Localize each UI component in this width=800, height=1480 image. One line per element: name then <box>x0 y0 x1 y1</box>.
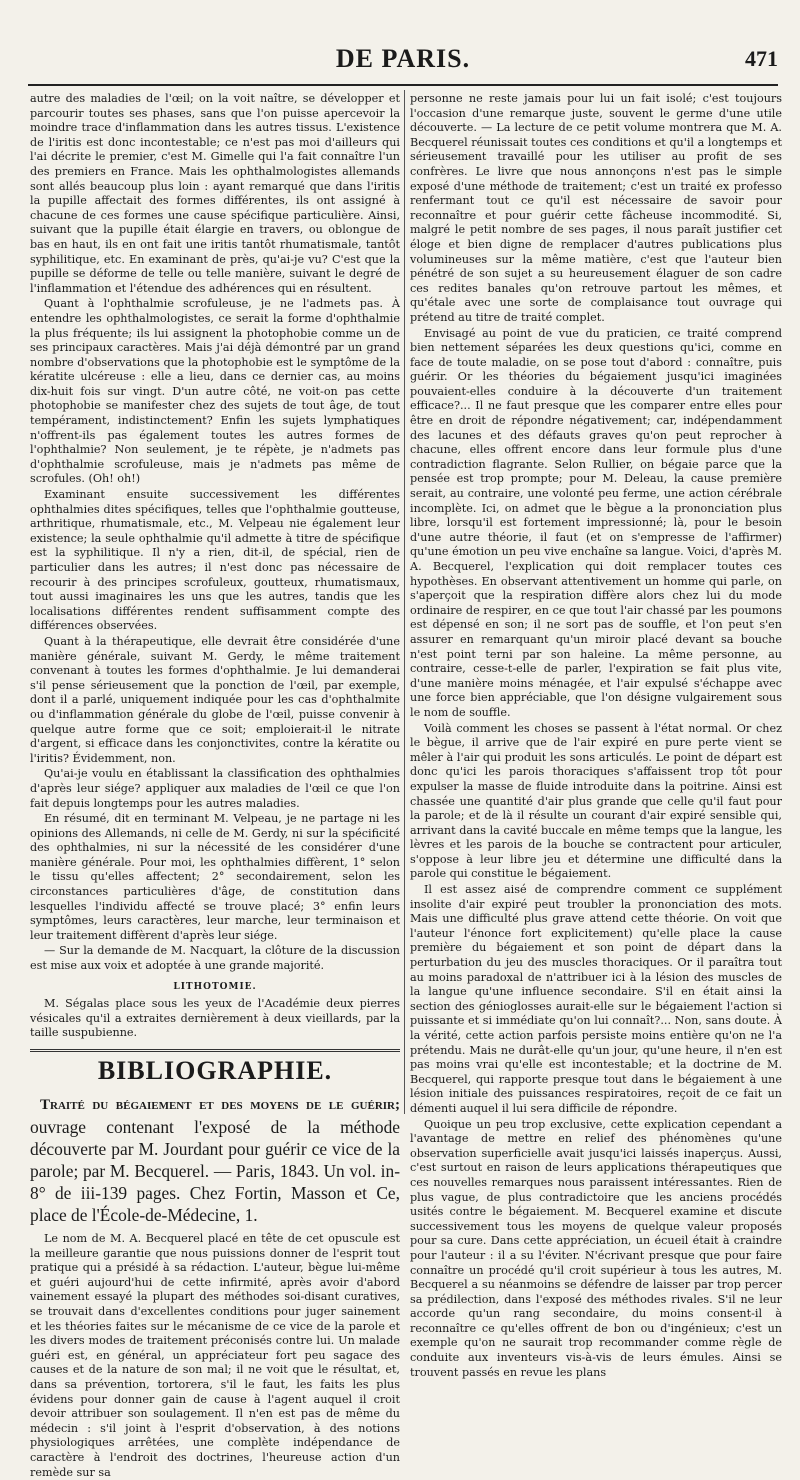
lithotomie-heading: LITHOTOMIE. <box>173 981 257 992</box>
paragraph: Examinant ensuite successivement les différentes ophthalmies dites spécifiques, telles que l'ophthalmie goutteuse, arthritique, rhumatismale, etc., M. Velpeau nie également leur existence; la seule ophthalmie qu'il admette à titre de spécifique est la syphilitique. Il n'y a rien, dit-il, de spécial, rien de particulier dans les autres; il n'est donc pas nécessaire de recourir à des principes scrofuleux, goutteux, rhumatismaux, tout aussi imaginaires les uns que les autres, tandis que les localisations différentes rendent suffisamment compte des différences observées. <box>30 488 400 633</box>
bibliographie-title: BIBLIOGRAPHIE. <box>97 1056 333 1085</box>
book-title: Traité du bégaiement et des moyens de le guérir; <box>40 1097 400 1113</box>
section-separator <box>30 1049 400 1052</box>
paragraph: Quoique un peu trop exclusive, cette explication cependant a l'avantage de mettre en relief des phénomènes qu'une observation superficielle avait jusqu'ici laissés inaperçus. Aussi, c'est surtout en raison de leurs applications thérapeutiques que ces nouvelles remarques nous paraissent intéressantes. Rien de plus vague, de plus contradictoire que les anciens procédés usités contre le bégaiement. M. Becquerel examine et discute successivement tous les moyens de quelque valeur proposés pour sa cure. Dans cette appréciation, un écueil était à craindre pour l'auteur : il a su l'éviter. N'écrivant presque que pour faire connaître un procédé qu'il croit supérieur à tous les autres, M. Becquerel a su néanmoins se défendre de laisser par trop percer sa prédilection, dans l'exposé des méthodes rivales. S'il ne leur accorde qu'un rang secondaire, du moins consent-il à reconnaître ce qu'elles offrent de bon ou d'ingénieux; c'est un exemple qu'on ne saurait trop recommander comme règle de conduite aux inventeurs vis-à-vis de leurs émules. Ainsi se trouvent passés en revue les plans <box>410 1117 782 1379</box>
paragraph: Envisagé au point de vue du praticien, ce traité comprend bien nettement séparées les deux questions qu'ici, comme en face de toute maladie, on se pose tout d'abord : connaître, puis guérir. Or les théories du bégaiement jusqu'ici imaginées pouvaient-elles conduire à la découverte d'un traitement efficace?... Il ne faut presque que les comparer entre elles pour être en droit de répondre négativement; car, indépendamment des lacunes et des défauts graves qu'on peut reprocher à chacune, elles offrent encore dans leur formule plus d'une contradiction flagrante. Selon Rullier, on bégaie parce que la pensée est trop prompte; pour M. Deleau, la cause première serait, au contraire, une volonté peu ferme, une action cérébrale incomplète. Ici, on admet que le bègue a la prononciation plus libre, lorsqu'il est fortement impressionné; là, pour le besoin d'une autre théorie, il faut (et on s'empresse de l'affirmer) qu'une émotion un peu vive enchaîne sa langue. Voici, d'après M. A. Becquerel, l'explication qui doit remplacer toutes ces hypothèses. En observant attentivement un homme qui parle, on s'aperçoit que la respiration diffère alors chez lui du mode ordinaire de respirer, en ce que tout l'air chassé par les poumons est dépensé en son; il ne sort pas de souffle, et l'on peut s'en assurer en remarquant qu'un miroir placé devant sa bouche n'est point terni par son haleine. La même personne, au contraire, cesse-t-elle de parler, l'expiration se fait plus vite, d'une manière moins ménagée, et l'air expulsé s'échappe avec une force bien appréciable, que l'on désigne vulgairement sous le nom de souffle. <box>410 326 782 719</box>
paragraph: Il est assez aisé de comprendre comment ce supplément insolite d'air expiré peut troubler la prononciation des mots. Mais une difficulté plus grave attend cette théorie. On voit que l'auteur l'énonce fort explicitement) qu'elle place la cause première du bégaiement et son point de départ dans la perturbation du jeu des muscles thoraciques. Or il paraîtra tout au moins paradoxal de n'attribuer ici à la lésion des muscles de la langue qu'une influence secondaire. S'il en était ainsi la section des génioglosses aurait-elle sur le bégaiement l'action si puissante et si immédiate qu'on lui connaît?... Non, sans doute. À la vérité, cette action parfois persiste moins entière qu'on ne l'a prétendu. Mais ne durât-elle qu'un jour, qu'une heure, il n'en est pas moins vrai qu'elle est incontestable; et la doctrine de M. Becquerel, qui rapporte presque tout dans le bégaiement à une lésion initiale des puissances respiratoires, reçoit de ce fait un démenti auquel il lui sera difficile de répondre. <box>410 883 782 1115</box>
column-divider <box>404 90 405 1114</box>
paragraph: — Sur la demande de M. Nacquart, la clôture de la discussion est mise aux voix et adoptée à une grande majorité. <box>30 944 400 973</box>
running-title: DE PARIS. <box>335 44 471 73</box>
book-details: ouvrage contenant l'exposé de la méthode découverte par M. Jourdant pour guérir ce vice de la parole; par M. Becquerel. — Paris, 1843. Un vol. in-8° de iii-139 pages. Chez Fortin, Masson et Ce, place de l'École-de-Médecine, 1. <box>30 1117 400 1225</box>
header-rule <box>28 84 778 86</box>
paragraph: personne ne reste jamais pour lui un fait isolé; c'est toujours l'occasion d'une remarque juste, souvent le germe d'une utile découverte. — La lecture de ce petit volume montrera que M. A. Becquerel réunissait toutes ces conditions et qu'il a longtemps et sérieusement travaillé pour les utiliser au profit de ses confrères. Le livre que nous annonçons n'est pas le simple exposé d'une méthode de traitement; c'est un traité ex professo renfermant tout ce qu'il est nécessaire de savoir pour reconnaître et pour guérir cette fâcheuse incommodité. Si, malgré le petit nombre de ses pages, il nous paraît justifier cet éloge et bien digne de remplacer d'autres publications plus volumineuses sur la même matière, c'est que l'auteur bien pénétré de son sujet a su heureusement élaguer de son cadre ces redites banales qu'on retrouve partout les mêmes, et qu'étale avec une sorte de complaisance tout ouvrage qui prétend au titre de traité complet. <box>410 92 782 324</box>
paragraph: Quant à la thérapeutique, elle devrait être considérée d'une manière générale, suivant M. Gerdy, le même traitement convenant à toutes les formes d'ophthalmie. Je lui demanderai s'il pense sérieusement que la ponction de l'œil, par exemple, dont il a parlé, uniquement indiquée pour les cas d'ophthalmite ou d'inflammation générale du globe de l'œil, puisse convenir à quelque autre forme que ce soit; emploierait-il le nitrate d'argent, si efficace dans les conjonctivites, contre la kératite ou l'iritis? Évidemment, non. <box>30 634 400 765</box>
page-number: 471 <box>745 46 778 71</box>
paragraph: autre des maladies de l'œil; on la voit naître, se développer et parcourir toutes ses phases, sans que l'on puisse apercevoir la moindre trace d'inflammation dans les autres tissus. L'existence de l'iritis est donc incontestable; ce n'est pas moi d'ailleurs qui l'ai décrite le premier, c'est M. Gimelle qui l'a fait connaître l'un des premiers en France. Mais les ophthalmologistes allemands sont allés beaucoup plus loin : ayant remarqué que dans l'iritis la pupille affectait des formes différentes, ils ont assigné à chacune de ces formes une cause spécifique particulière. Ainsi, suivant que la pupille était élargie en travers, ou oblongue de bas en haut, ils en ont fait une iritis tantôt rhumatismale, tantôt syphilitique, etc. En examinant de près, qu'ai-je vu? C'est que la pupille se déforme de telle ou telle manière, suivant le degré de l'inflammation et l'étendue des adhérences qui en résultent. <box>30 92 400 295</box>
paragraph: Qu'ai-je voulu en établissant la classification des ophthalmies d'après leur siége? appliquer aux maladies de l'œil ce que l'on fait depuis longtemps pour les autres maladies. <box>30 767 400 810</box>
paragraph: Le nom de M. A. Becquerel placé en tête de cet opuscule est la meilleure garantie que nous puissions donner de l'esprit tout pratique qui a présidé à sa rédaction. L'auteur, bègue lui-même et guéri aujourd'hui de cette infirmité, après avoir d'abord vainement essayé la plupart des méthodes soi-disant curatives, se trouvait dans d'excellentes conditions pour juger sainement et les théories faites sur le mécanisme de ce vice de la parole et les divers modes de traitement préconisés contre lui. Un malade guéri est, en général, un appréciateur fort peu sagace des causes et de la nature de son mal; il ne voit que le résultat, et, dans sa prévention, tortorera, s'il le faut, les faits les plus évidens pour donner gain de cause à l'agent auquel il croit devoir attribuer son soulagement. Il n'en est pas de même du médecin : s'il joint à l'esprit d'observation, à des notions physiologiques arrêtées, une complète indépendance de caractère à l'endroit des doctrines, l'heureuse action d'un remède sur sa <box>30 1232 400 1479</box>
paragraph: M. Ségalas place sous les yeux de l'Académie deux pierres vésicales qu'il a extraites dernièrement à deux vieillards, par la taille suspubienne. <box>30 997 400 1040</box>
left-column <box>30 92 400 1479</box>
page-header <box>28 44 778 80</box>
right-column <box>410 92 782 1379</box>
paragraph: Quant à l'ophthalmie scrofuleuse, je ne l'admets pas. À entendre les ophthalmologistes, ce serait la forme d'ophthalmie la plus fréquente; ils lui assignent la photophobie comme un de ses principaux caractères. Mais j'ai déjà démontré par un grand nombre d'observations que la photophobie est le symptôme de la kératite ulcéreuse : elle a lieu, dans ce dernier cas, au moins dix-huit fois sur vingt. D'un autre côté, ne voit-on pas cette photophobie se manifester chez des sujets de tout âge, de tout tempérament, indistinctement? Enfin les sujets lymphatiques n'offrent-ils pas également toutes les autres formes de l'ophthalmie? Non seulement, je te répète, je n'admets pas d'ophthalmie scrofuleuse, mais je n'admets pas même de scrofules. (Oh! oh!) <box>30 297 400 486</box>
paragraph: En résumé, dit en terminant M. Velpeau, je ne partage ni les opinions des Allemands, ni celle de M. Gerdy, ni sur la spécificité des ophthalmies, ni sur la nécessité de les considérer d'une manière générale. Pour moi, les ophthalmies diffèrent, 1° selon le tissu qu'elles affectent; 2° secondairement, selon les circonstances particulières d'âge, de constitution dans lesquelles l'individu affecté se trouve placé; 3° enfin leurs symptômes, leurs caractères, leur marche, leur terminaison et leur traitement diffèrent d'après leur siége. <box>30 812 400 942</box>
paragraph: Voilà comment les choses se passent à l'état normal. Or chez le bègue, il arrive que de l'air expiré en pure perte vient se mêler à l'air qui produit les sons articulés. Le point de départ est donc qu'ici les parois thoraciques s'affaissent trop tôt pour expulser la masse de fluide introduite dans la poitrine. Ainsi est chassée une quantité d'air plus grande que celle qu'il faut pour la parole; et de là il résulte un courant d'air expiré sensible qui, arrivant dans la cavité buccale en même temps que la langue, les lèvres et les parois de la bouche se contractent pour articuler, s'oppose à leur libre jeu et détermine une difficulté dans la parole qui constitue le bégaiement. <box>410 721 782 881</box>
book-entry <box>30 1092 400 1226</box>
